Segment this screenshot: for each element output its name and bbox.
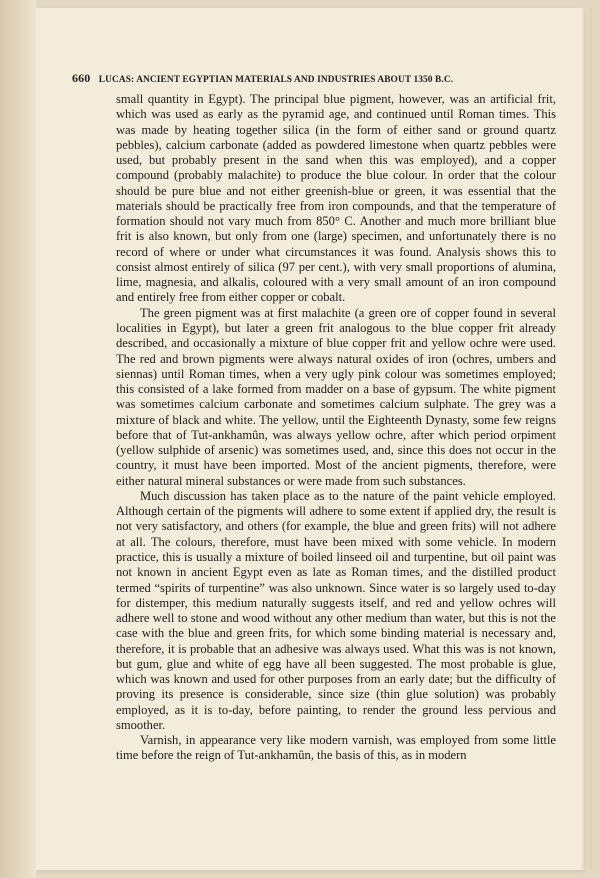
book-spine-shadow bbox=[0, 0, 36, 878]
page-stack-edge bbox=[586, 8, 588, 870]
paragraph: Varnish, in appearance very like modern varnish, was employed from some little time before the reign of Tut-ankhamûn, the basis of this, as in modern bbox=[116, 733, 556, 763]
paragraph: small quantity in Egypt). The principal blue pigment, however, was an artificial frit, which was used as early as the pyramid age, and continued until Roman times. This was made by heating together silica (in the form of either sand or ground quartz pebbles), calcium carbonate (added as powdered limestone when quartz pebbles were used, but probably present in the sand when this was employed), and a copper compound (probably malachite) to produce the blue colour. In order that the colour should be pure blue and not either greenish-blue or green, it was essential that the materials should be practically free from iron compounds, and that the temperature of formation should not vary much from 850° C. Another and much more brilliant blue frit is also known, but only from one (large) specimen, and unfortunately there is no record of where or under what circumstances it was found. Analysis shows this to consist almost entirely of silica (97 per cent.), with very small proportions of alumina, lime, magnesia, and alkalis, coloured with a very small amount of an iron compound and entirely free from either copper or cobalt. bbox=[116, 92, 556, 305]
running-header bbox=[72, 71, 572, 86]
page-stack-edge bbox=[582, 8, 584, 870]
paragraph: The green pigment was at first malachite (a green ore of copper found in several localities in Egypt), but later a green frit analogous to the blue copper frit already described, and occasionally a mixture of blue copper frit and yellow ochre were used. The red and brown pigments were always natural oxides of iron (ochres, umbers and siennas) until Roman times, when a very ugly pink colour was sometimes employed; this consisted of a lake formed from madder on a base of gypsum. The white pigment was sometimes calcium carbonate and sometimes calcium sulphate. The grey was a mixture of black and white. The yellow, until the Eighteenth Dynasty, some few reigns before that of Tut-ankhamûn, was always yellow ochre, after which period orpiment (yellow sulphide of arsenic) was sometimes used, and, since this does not occur in the country, it must have been imported. Most of the ancient pigments, therefore, were either natural mineral substances or were made from such substances. bbox=[116, 305, 556, 488]
body-text bbox=[116, 92, 556, 764]
page-number: 660 bbox=[72, 71, 91, 85]
running-title: LUCAS: ANCIENT EGYPTIAN MATERIALS AND INDUSTRIES ABOUT 1350 B.C. bbox=[98, 75, 454, 85]
paragraph: Much discussion has taken place as to the nature of the paint vehicle employed. Although certain of the pigments will adhere to some extent if applied dry, the result is not very satisfactory, and others (for example, the blue and green frits) will not adhere at all. The colours, therefore, must have been mixed with some vehicle. In modern practice, this is usually a mixture of boiled linseed oil and turpentine, but oil paint was not known in ancient Egypt even as late as Roman times, and the distilled product termed “spirits of turpentine” was also unknown. Since water is so largely used to-day for distemper, this medium naturally suggests itself, and red and yellow ochres will adhere well to stone and wood without any other medium than water, but this is not the case with the blue and green frits, for which some binding material is necessary and, therefore, it is probable that an adhesive was always used. What this was is not known, but gum, glue and white of egg have all been suggested. The most probable is glue, which was known and used for other purposes from an early date; but the difficulty of proving its presence is considerable, since size (thin glue solution) was probably employed, as it is to-day, before painting, to render the ground less pervious and smoother. bbox=[116, 488, 556, 732]
page-stack-edge bbox=[590, 8, 592, 870]
